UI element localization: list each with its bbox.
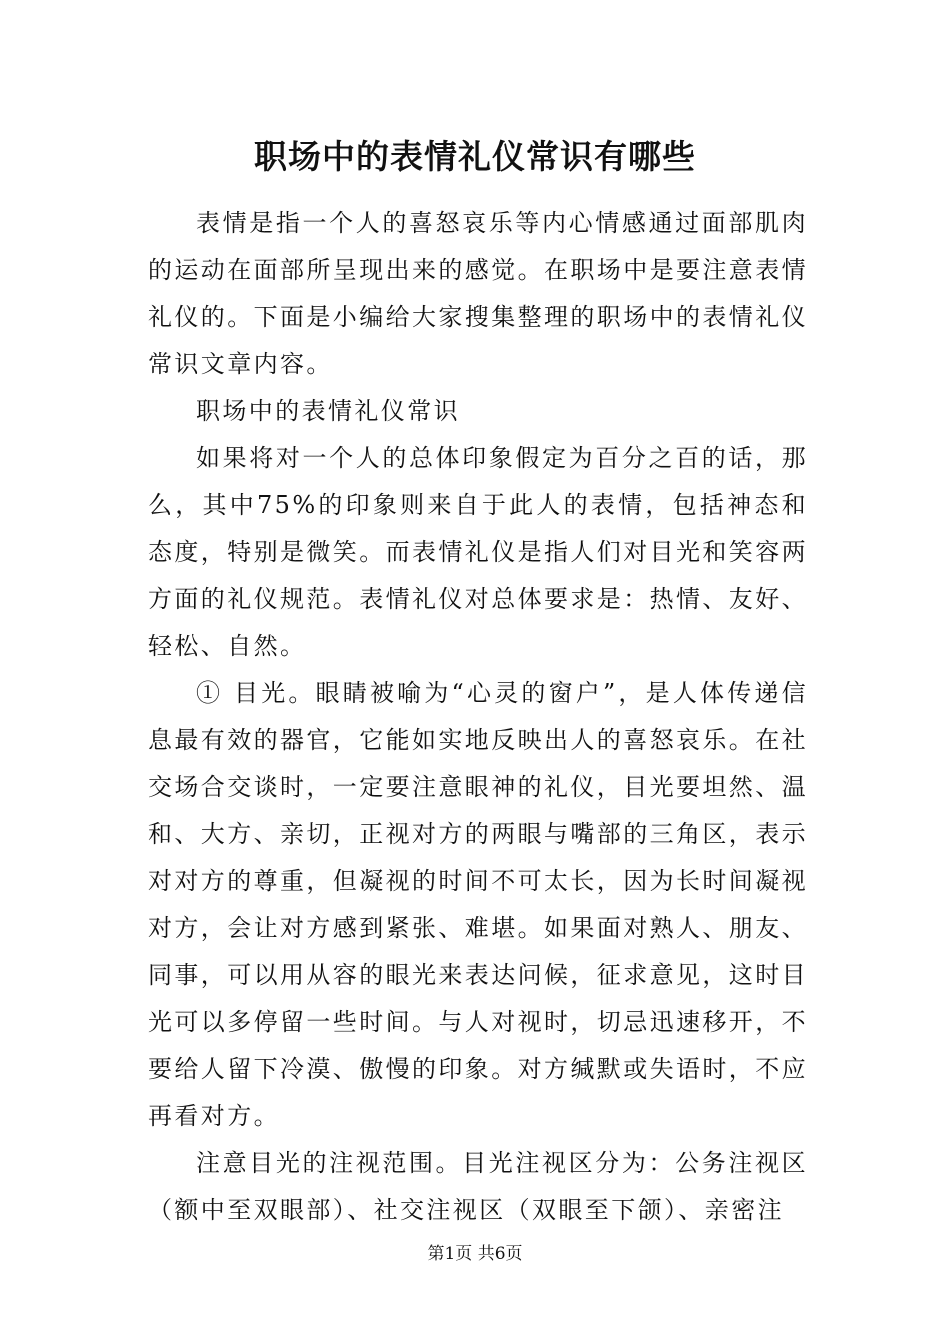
intro-paragraph: 表情是指一个人的喜怒哀乐等内心情感通过面部肌肉的运动在面部所呈现出来的感觉。在职场中是要注意表情礼仪的。下面是小编给大家搜集整理的职场中的表情礼仪常识文章内容。 [148, 209, 808, 378]
document-body [148, 200, 808, 1234]
body-paragraph: 如果将对一个人的总体印象假定为百分之百的话，那么，其中75%的印象则来自于此人的表情，包括神态和态度，特别是微笑。而表情礼仪是指人们对目光和笑容两方面的礼仪规范。表情礼仪对总体要求是：热情、友好、轻松、自然。 [148, 444, 808, 660]
body-paragraph: ① 目光。眼睛被喻为“心灵的窗户”，是人体传递信息最有效的器官，它能如实地反映出人的喜怒哀乐。在社交场合交谈时，一定要注意眼神的礼仪，目光要坦然、温和、大方、亲切，正视对方的两眼与嘴部的三角区，表示对对方的尊重，但凝视的时间不可太长，因为长时间凝视对方，会让对方感到紧张、难堪。如果面对熟人、朋友、同事，可以用从容的眼光来表达问候，征求意见，这时目光可以多停留一些时间。与人对视时，切忌迅速移开，不要给人留下冷漠、傲慢的印象。对方缄默或失语时，不应再看对方。 [148, 679, 808, 1130]
page-footer: 第1页 共6页 [427, 1244, 523, 1264]
section-heading: 职场中的表情礼仪常识 [196, 397, 460, 425]
document-title: 职场中的表情礼仪常识有哪些 [254, 137, 696, 176]
body-paragraph: 注意目光的注视范围。目光注视区分为：公务注视区（额中至双眼部）、社交注视区（双眼至下颌）、亲密注 [148, 1149, 808, 1224]
